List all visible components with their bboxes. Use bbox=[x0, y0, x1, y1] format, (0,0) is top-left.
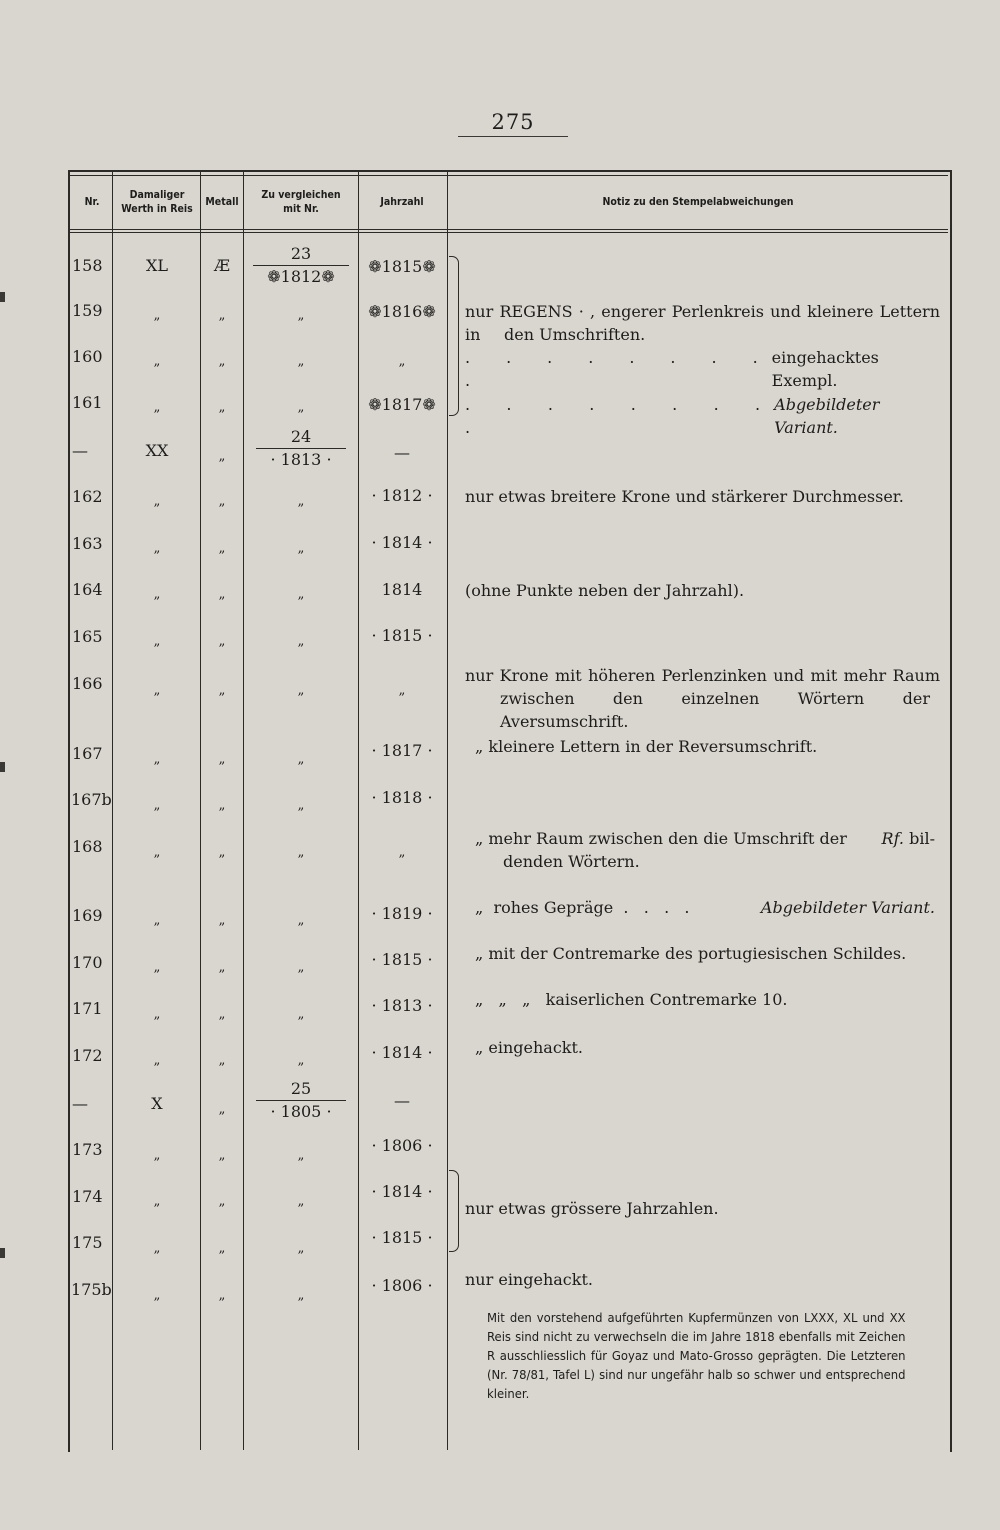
row-vergleich: „ bbox=[297, 913, 305, 928]
row-metall: „ bbox=[218, 798, 226, 813]
row-wert: „ bbox=[153, 1007, 161, 1022]
row-metall: „ bbox=[218, 752, 226, 767]
row-jahrzahl: · 1815 · bbox=[371, 1228, 433, 1247]
note-168 bbox=[475, 827, 935, 850]
row-metall: „ bbox=[218, 1148, 226, 1163]
row-metall: „ bbox=[218, 913, 226, 928]
row-jahrzahl: „ bbox=[398, 845, 406, 860]
row-vergleich: „ bbox=[297, 308, 305, 323]
row-nr: 163 bbox=[72, 534, 103, 553]
row-nr: 161 bbox=[72, 393, 103, 412]
row-metall: „ bbox=[218, 1288, 226, 1303]
row-metall: „ bbox=[218, 1007, 226, 1022]
row-wert: XL bbox=[145, 256, 168, 275]
note-172: „ eingehackt. bbox=[475, 1038, 583, 1057]
margin-mark bbox=[0, 1248, 5, 1258]
row-nr: 166 bbox=[72, 674, 103, 693]
note-170: „ mit der Contremarke des portugiesischen Schildes. bbox=[475, 944, 907, 963]
header-jahrzahl: Jahrzahl bbox=[380, 195, 424, 208]
row-jahrzahl: · 1814 · bbox=[371, 533, 433, 552]
row-nr: 164 bbox=[72, 580, 103, 599]
row-wert: „ bbox=[153, 308, 161, 323]
note-166-cont: zwischen den einzelnen Wörtern der Aversumschrift. bbox=[500, 689, 930, 731]
row-metall: „ bbox=[218, 400, 226, 415]
note-159-cont: den Umschriften. bbox=[504, 325, 646, 344]
row-nr: 175b bbox=[71, 1280, 112, 1299]
row-jahrzahl: · 1806 · bbox=[371, 1136, 433, 1155]
row-nr: 158 bbox=[72, 256, 103, 275]
note-169-ital: Abgebildeter Variant. bbox=[760, 898, 935, 917]
row-wert: „ bbox=[153, 960, 161, 975]
row-vergleich: „ bbox=[297, 400, 305, 415]
header-metall: Metall bbox=[205, 195, 239, 208]
note-169-text: „ rohes Gepräge . . . . bbox=[475, 898, 690, 917]
row-jahrzahl: · 1813 · bbox=[371, 996, 433, 1015]
row-metall: „ bbox=[218, 1102, 226, 1117]
row-nr: — bbox=[72, 441, 88, 460]
row-jahrzahl: ❁1816❁ bbox=[368, 302, 436, 321]
row-vergleich: „ bbox=[297, 1288, 305, 1303]
row-wert: X bbox=[151, 1094, 163, 1113]
row-metall: „ bbox=[218, 634, 226, 649]
margin-mark bbox=[0, 292, 5, 302]
row-wert: „ bbox=[153, 400, 161, 415]
row-vergleich: „ bbox=[297, 752, 305, 767]
row-metall: „ bbox=[218, 960, 226, 975]
row-metall: „ bbox=[218, 683, 226, 698]
row-jahrzahl: ❁1815❁ bbox=[368, 257, 436, 276]
row-jahrzahl: · 1818 · bbox=[371, 788, 433, 807]
vergleich-year: · 1813 · bbox=[256, 448, 345, 471]
row-wert: „ bbox=[153, 587, 161, 602]
column-divider bbox=[447, 172, 448, 1450]
row-vergleich: „ bbox=[297, 683, 305, 698]
row-wert: „ bbox=[153, 1241, 161, 1256]
row-nr: 171 bbox=[72, 999, 103, 1018]
row-jahrzahl: · 1806 · bbox=[371, 1276, 433, 1295]
row-jahrzahl: · 1819 · bbox=[371, 904, 433, 923]
row-vergleich: „ bbox=[297, 1053, 305, 1068]
row-nr: 172 bbox=[72, 1046, 103, 1065]
row-metall: „ bbox=[218, 494, 226, 509]
note-162: nur etwas breitere Krone und stärkerer Durchmesser. bbox=[465, 487, 904, 506]
brace bbox=[449, 256, 459, 416]
vergleich-number: 23 bbox=[290, 244, 312, 263]
row-nr: — bbox=[72, 1094, 88, 1113]
row-wert: „ bbox=[153, 354, 161, 369]
row-nr: 167 bbox=[72, 744, 103, 763]
row-vergleich: „ bbox=[297, 960, 305, 975]
row-nr: 162 bbox=[72, 487, 103, 506]
row-nr: 175 bbox=[72, 1233, 103, 1252]
row-wert: „ bbox=[153, 683, 161, 698]
row-vergleich bbox=[244, 1078, 358, 1123]
note-161 bbox=[465, 393, 940, 439]
row-vergleich: „ bbox=[297, 541, 305, 556]
row-nr: 159 bbox=[72, 301, 103, 320]
row-nr: 173 bbox=[72, 1140, 103, 1159]
row-wert: „ bbox=[153, 1053, 161, 1068]
row-metall: „ bbox=[218, 587, 226, 602]
row-metall: „ bbox=[218, 1241, 226, 1256]
note-160 bbox=[465, 346, 940, 392]
note-168-hyphen: bil- bbox=[909, 829, 935, 848]
row-wert: „ bbox=[153, 494, 161, 509]
header-nr: Nr. bbox=[84, 195, 100, 208]
row-metall: „ bbox=[218, 1194, 226, 1209]
row-vergleich: „ bbox=[297, 1241, 305, 1256]
row-jahrzahl: „ bbox=[398, 683, 406, 698]
row-nr: 165 bbox=[72, 627, 103, 646]
note-159: nur REGENS · , engerer Perlenkreis und kleinere Lettern in bbox=[465, 302, 940, 344]
row-vergleich: „ bbox=[297, 1194, 305, 1209]
footnote: Mit den vorstehend aufgeführten Kupfermünzen von LXXX, XL und XX Reis sind nicht zu verwechseln die im Jahre 1818 ebenfalls mit Zeichen R ausschliesslich für Goyaz und Mato-Grosso geprägten. Die Letzteren (Nr. 78/81, Tafel L) sind nur ungefähr halb so schwer und entsprechend kleiner. bbox=[487, 1310, 906, 1401]
row-vergleich: „ bbox=[297, 1007, 305, 1022]
row-nr: 167b bbox=[71, 790, 112, 809]
note-168-end bbox=[882, 827, 935, 850]
row-wert: „ bbox=[153, 913, 161, 928]
row-jahrzahl: · 1815 · bbox=[371, 950, 433, 969]
row-nr: 168 bbox=[72, 837, 103, 856]
row-vergleich: „ bbox=[297, 634, 305, 649]
row-nr: 169 bbox=[72, 906, 103, 925]
row-wert: „ bbox=[153, 634, 161, 649]
note-161-dots: . . . . . . . . . bbox=[465, 395, 775, 437]
row-vergleich: „ bbox=[297, 845, 305, 860]
row-nr: 174 bbox=[72, 1187, 103, 1206]
row-wert: „ bbox=[153, 752, 161, 767]
row-metall: „ bbox=[218, 845, 226, 860]
row-metall: Æ bbox=[213, 256, 230, 275]
vergleich-year: · 1805 · bbox=[256, 1100, 345, 1123]
vergleich-number: 25 bbox=[290, 1079, 312, 1098]
row-jahrzahl: ❁1817❁ bbox=[368, 395, 436, 414]
page-number: 275 bbox=[458, 110, 568, 137]
row-metall: „ bbox=[218, 449, 226, 464]
header-vergleich: Zu vergleichen mit Nr. bbox=[261, 188, 341, 215]
row-vergleich: „ bbox=[297, 587, 305, 602]
note-168-cont: denden Wörtern. bbox=[503, 852, 640, 871]
row-metall: „ bbox=[218, 1053, 226, 1068]
row-wert: „ bbox=[153, 1148, 161, 1163]
vergleich-year: ❁1812❁ bbox=[253, 265, 349, 288]
note-171: „ „ „ kaiserlichen Contremarke 10. bbox=[475, 990, 788, 1009]
row-wert: „ bbox=[153, 541, 161, 556]
row-jahrzahl: — bbox=[394, 1091, 410, 1110]
row-nr: 170 bbox=[72, 953, 103, 972]
header-notiz: Notiz zu den Stempelabweichungen bbox=[602, 195, 794, 208]
row-vergleich bbox=[244, 243, 358, 288]
note-167: „ kleinere Lettern in der Reversumschrift. bbox=[475, 737, 818, 756]
row-wert: „ bbox=[153, 798, 161, 813]
row-jahrzahl: „ bbox=[398, 354, 406, 369]
row-vergleich: „ bbox=[297, 354, 305, 369]
row-wert: „ bbox=[153, 845, 161, 860]
row-wert: XX bbox=[145, 441, 169, 460]
row-nr: 160 bbox=[72, 347, 103, 366]
note-175b: nur eingehackt. bbox=[465, 1270, 593, 1289]
margin-mark bbox=[0, 762, 5, 772]
note-169 bbox=[475, 896, 935, 919]
row-jahrzahl: · 1814 · bbox=[371, 1043, 433, 1062]
note-168-text: „ mehr Raum zwischen den die Umschrift der bbox=[475, 829, 847, 848]
note-168-rf: Rf. bbox=[881, 829, 905, 848]
note-160-text: eingehacktes Exempl. bbox=[771, 348, 879, 390]
row-metall: „ bbox=[218, 541, 226, 556]
note-166: nur Krone mit höheren Perlenzinken und mit mehr Raum bbox=[465, 666, 940, 685]
row-vergleich: „ bbox=[297, 494, 305, 509]
note-174-175: nur etwas grössere Jahrzahlen. bbox=[465, 1199, 719, 1218]
note-164: (ohne Punkte neben der Jahrzahl). bbox=[465, 581, 745, 600]
row-wert: „ bbox=[153, 1194, 161, 1209]
row-vergleich bbox=[244, 426, 358, 471]
row-jahrzahl: · 1812 · bbox=[371, 486, 433, 505]
row-vergleich: „ bbox=[297, 1148, 305, 1163]
row-jahrzahl: · 1817 · bbox=[371, 741, 433, 760]
note-160-dots: . . . . . . . . . bbox=[465, 348, 772, 390]
row-vergleich: „ bbox=[297, 798, 305, 813]
row-metall: „ bbox=[218, 308, 226, 323]
row-wert: „ bbox=[153, 1288, 161, 1303]
row-jahrzahl: — bbox=[394, 443, 410, 462]
note-161-text: Abgebildeter Variant. bbox=[774, 395, 880, 437]
row-metall: „ bbox=[218, 354, 226, 369]
brace bbox=[449, 1170, 459, 1252]
header-wert: Damaliger Werth in Reis bbox=[121, 188, 193, 215]
vergleich-number: 24 bbox=[290, 427, 312, 446]
row-jahrzahl: · 1814 · bbox=[371, 1182, 433, 1201]
row-jahrzahl: · 1815 · bbox=[371, 626, 433, 645]
row-jahrzahl: 1814 bbox=[381, 580, 423, 599]
